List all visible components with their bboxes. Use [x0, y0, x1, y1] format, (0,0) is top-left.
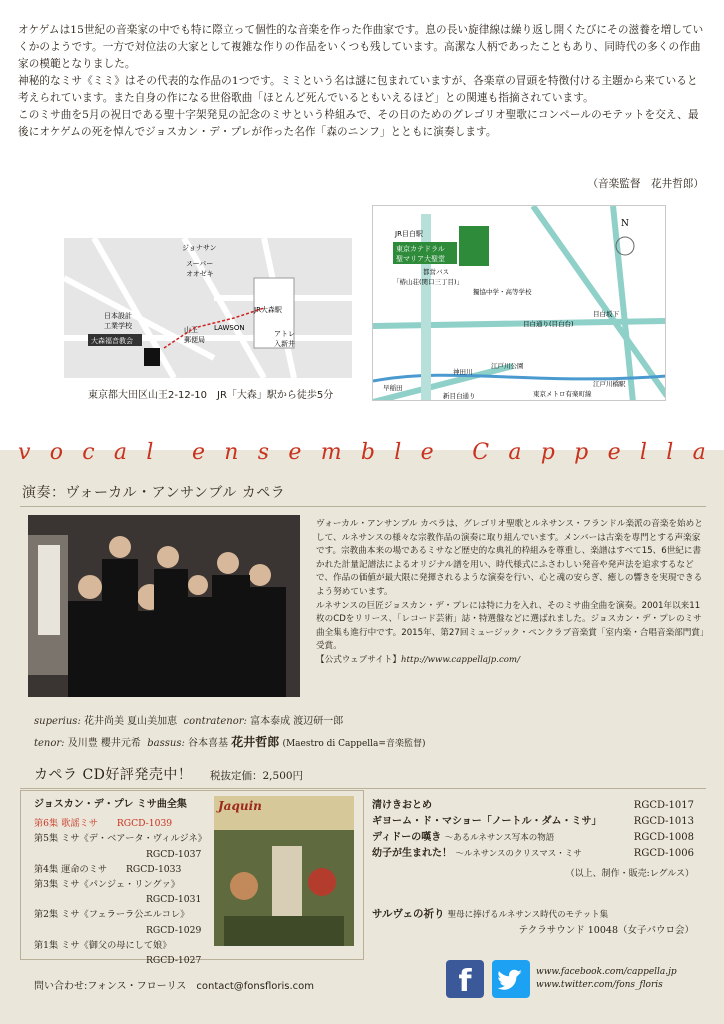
banner-letter: l [666, 440, 674, 465]
other-cd-code: RGCD-1006 [633, 848, 694, 859]
map2-label: 東京メトロ有楽町線 [533, 390, 592, 398]
social-links [446, 960, 716, 1004]
website-line [316, 654, 708, 668]
ensemble-photo-svg [28, 515, 300, 697]
map2-label: 「椿山荘(関口三丁目)」 [393, 278, 464, 286]
banner-letter: a [692, 440, 706, 465]
divider [20, 506, 706, 507]
other-cd-item [372, 814, 694, 830]
other-cd-title: ギヨーム・ド・マショー「ノートル・ダム・ミサ」 [372, 816, 602, 827]
member-list [34, 712, 674, 754]
banner-letter: o [49, 440, 63, 465]
cd-price: 税抜定価：2,500円 [210, 770, 304, 782]
other-cd-title: 幼子が生まれた！ [372, 848, 452, 859]
other-cds-note: （以上、制作・販売:レグルス） [565, 869, 694, 879]
other-cd-title: ディドーの嘆き [372, 832, 442, 843]
map2-label: 江戸川公園 [491, 362, 524, 370]
cd-title: カペラ CD好評発売中！ [34, 767, 193, 783]
map1-label: JR大森駅 [254, 306, 282, 314]
map2-label: 神田川 [453, 368, 473, 376]
map2-label: 都営バス [423, 268, 449, 276]
cd-item [34, 877, 214, 907]
member-row-1 [34, 712, 674, 732]
bassus-label: bassus: [147, 738, 185, 749]
cd-volume: 第6集 [34, 818, 59, 830]
cd-volume: 第2集 [34, 909, 59, 921]
map2-label: 江戸川橋駅 [593, 380, 626, 388]
map-mejiro [372, 205, 666, 401]
intro-paragraph-3: このミサ曲を5月の祝日である聖十字架発見の記念のミサという枠組みで、その日のためのグレゴリオ聖歌にコンペールのモテットを交え、最後にオケゲムの死を悼んでジョスカン・デ・プレが作った名作「森のニンフ」とともに演奏します。 [18, 109, 699, 138]
twitter-icon[interactable] [492, 960, 530, 998]
website-label: 【公式ウェブサイト】 [316, 654, 401, 665]
superius-label: superius: [34, 716, 81, 727]
map1-label: 郵便局 [184, 336, 205, 344]
other-cd-item [372, 846, 694, 862]
map1-label: 日本設計 [104, 312, 132, 320]
cd-item [34, 862, 214, 877]
cd-item [34, 816, 214, 831]
salve-label: テクラサウンド 10048（女子パウロ会） [518, 925, 694, 936]
map-omori [64, 238, 352, 378]
director-name: 花井哲郎 [231, 735, 280, 749]
profile-paragraph-1: ヴォーカル・アンサンブル カペラは、グレゴリオ聖歌とルネサンス・フランドル楽派の音楽を始めとして、ルネサンスの様々な宗教作品の演奏に取り組んでいます。メンバーは古楽を専門とする声楽家です。宗教曲本来の場であるミサなど歴史的な典礼的枠組みを尊重し、楽譜はすべて15、6世紀に書かれた計量記譜法によるオリジナル譜を用い、時代様式にふさわしい発音や発声法を追求するなどで、作品の価値が最大限に発揮されるような演奏を行い、心と魂の安らぎ、癒しの響きを実現できるよう努めています。 [316, 519, 703, 597]
cd-volume: 第1集 [34, 939, 59, 951]
map1-label: LAWSON [214, 324, 245, 332]
cd-name: ミサ《デ・ベアータ・ヴィルジネ》 [61, 833, 207, 845]
cd-name: ミサ《パンジェ・リングァ》 [61, 879, 180, 891]
banner-letter: p [540, 440, 555, 465]
member-row-2 [34, 732, 674, 754]
cd-item [34, 831, 214, 861]
banner-letter: s [257, 440, 270, 465]
map1-label: オオゼキ [186, 270, 214, 278]
cd-code: RGCD-1033 [126, 863, 182, 875]
banner-letter: a [113, 440, 128, 465]
map2-label: 目白通り(目白台) [523, 320, 574, 328]
other-cd-code: RGCD-1008 [633, 832, 694, 843]
cd-series-title: ジョスカン・デ・プレ ミサ曲全集 [34, 799, 187, 810]
map1-label: アトレ [274, 330, 295, 338]
intro-paragraph-2: 神秘的なミサ《ミミ》はその代表的な作品の1つです。ミミという名は謎に包まれていますが、各楽章の冒頭を特徴付ける主題から来ていると考えられています。また自身の作になる世俗歌曲「ほとんど死んでいるともいえるほど」との関連も指摘されています。 [18, 75, 698, 104]
cd-volume: 第4集 [34, 863, 59, 875]
intro-paragraph-1: オケゲムは15世紀の音楽家の中でも特に際立って個性的な音楽を作った作曲家です。息の長い旋律線は繰り返し開くたびにその滋養を増していくかのようです。一方で対位法の大家として複雑な作りの作品をいくつも残しています。高潔な人柄であったこともあり、同時代の多くの作曲家の模範となりました。 [18, 24, 704, 70]
divider [20, 788, 706, 789]
map2-label: JR目白駅 [395, 230, 423, 238]
tenor-names: 及川豊 櫻井元希 [67, 738, 141, 749]
ensemble-banner [0, 440, 724, 470]
map2-label: 早稲田 [383, 384, 403, 392]
map1-label: 入新井 [274, 340, 295, 348]
banner-letter: l [394, 440, 402, 465]
map1-church-label: 大森福音教会 [91, 337, 133, 345]
other-cd-item [372, 798, 694, 814]
contratenor-label: contratenor: [183, 716, 247, 727]
other-cd-subtitle: ～ルネサンスのクリスマス・ミサ [455, 849, 582, 859]
banner-letter: b [360, 440, 375, 465]
cd-name: 運命のミサ [61, 863, 108, 875]
tenor-label: tenor: [34, 738, 65, 749]
compass-label: N [621, 219, 629, 229]
salve-cd [372, 906, 694, 939]
twitter-link[interactable]: www.twitter.com/fons_floris [536, 980, 663, 990]
cd-code: RGCD-1031 [146, 894, 202, 906]
banner-letter: m [320, 440, 342, 465]
other-cds [372, 798, 694, 882]
other-cd-code: RGCD-1013 [633, 816, 694, 827]
cd-code: RGCD-1039 [116, 818, 173, 830]
other-cd-code: RGCD-1017 [633, 800, 694, 811]
cd-jacket-image [214, 796, 354, 946]
banner-letter: e [191, 440, 205, 465]
ensemble-photo [28, 515, 300, 697]
bassus-names: 谷本喜基 [188, 738, 229, 749]
banner-letter: l [639, 440, 647, 465]
facebook-link[interactable]: www.facebook.com/cappella.jp [536, 967, 677, 977]
banner-letter: a [508, 440, 522, 465]
map-mejiro-svg [373, 206, 666, 401]
signature: （音楽監督 花井哲郎） [587, 178, 704, 190]
other-cd-title: 清けきおとめ [372, 800, 432, 811]
cd-name: 歌謡ミサ [61, 818, 98, 830]
contratenor-names: 富本泰成 渡辺研一郎 [250, 716, 344, 727]
cd-item [34, 938, 214, 968]
banner-letter: l [146, 440, 154, 465]
ensemble-profile [316, 518, 708, 668]
cd-item [34, 907, 214, 937]
map1-caption: 東京都大田区山王2-12-10 JR「大森」駅から徒歩5分 [88, 390, 334, 401]
map2-label: 獨協中学・高等学校 [473, 288, 532, 296]
cd-code: RGCD-1027 [146, 955, 202, 967]
salve-title: サルヴェの祈り [372, 908, 445, 920]
cd-code: RGCD-1029 [146, 924, 202, 936]
performer-title: 演奏：ヴォーカル・アンサンブル カペラ [22, 485, 286, 501]
banner-letter: n [224, 440, 239, 465]
website-link[interactable]: http://www.cappellajp.com/ [401, 654, 520, 665]
banner-letter: p [574, 440, 589, 465]
contact-info: 問い合わせ:フォンス・フローリス contact@fonsfloris.com [34, 981, 315, 992]
banner-letter: e [607, 440, 621, 465]
social-urls [536, 966, 677, 992]
banner-letter: e [420, 440, 434, 465]
map1-label: 山王 [184, 326, 198, 334]
cd-series-list [34, 797, 214, 968]
cathedral-label: 東京カテドラル [396, 245, 445, 253]
cd-code: RGCD-1037 [146, 848, 202, 860]
other-cd-item [372, 830, 694, 846]
facebook-icon[interactable]: f [446, 960, 484, 998]
intro-text [18, 22, 708, 141]
banner-letter: e [288, 440, 302, 465]
other-cd-subtitle: ～あるルネサンス写本の物語 [444, 833, 555, 843]
cd-name: ミサ《フェラーラ公エルコレ》 [61, 909, 190, 921]
banner-letter: C [472, 440, 490, 465]
director-note: (Maestro di Cappella=音楽監督) [282, 739, 426, 749]
cathedral-label: 聖マリア大聖堂 [396, 255, 445, 263]
map-omori-svg [64, 238, 352, 378]
profile-paragraph-2: ルネサンスの巨匠ジョスカン・デ・プレには特に力を入れ、そのミサ曲全曲を演奏。2001年以来11枚のCDをリリース、「レコード芸術」誌・特選盤などに選ばれました。ジョスカン・デ・プレのミサ曲全集も進行中です。2015年、第27回ミュージック・ペンクラブ音楽賞「室内楽・合唱音楽部門賞」受賞。 [316, 600, 705, 652]
banner-letter: v [18, 440, 31, 465]
banner-letter: c [82, 440, 95, 465]
cd-name: ミサ《御父の母にして娘》 [61, 939, 172, 951]
map1-label: スーパー [186, 260, 214, 268]
map2-label: 新目白通り [443, 392, 476, 400]
cd-jacket-svg [214, 796, 354, 946]
salve-subtitle: 聖母に捧げるルネサンス時代のモテット集 [447, 910, 609, 920]
map1-label: 工業学校 [104, 322, 132, 330]
cd-volume: 第5集 [34, 833, 59, 845]
jacket-title: Jaquin [218, 799, 262, 813]
map1-label: ジョナサン [182, 244, 217, 252]
superius-names: 花井尚美 夏山美加恵 [84, 716, 178, 727]
cd-volume: 第3集 [34, 879, 59, 891]
map2-label: 目白坂下 [593, 310, 619, 318]
